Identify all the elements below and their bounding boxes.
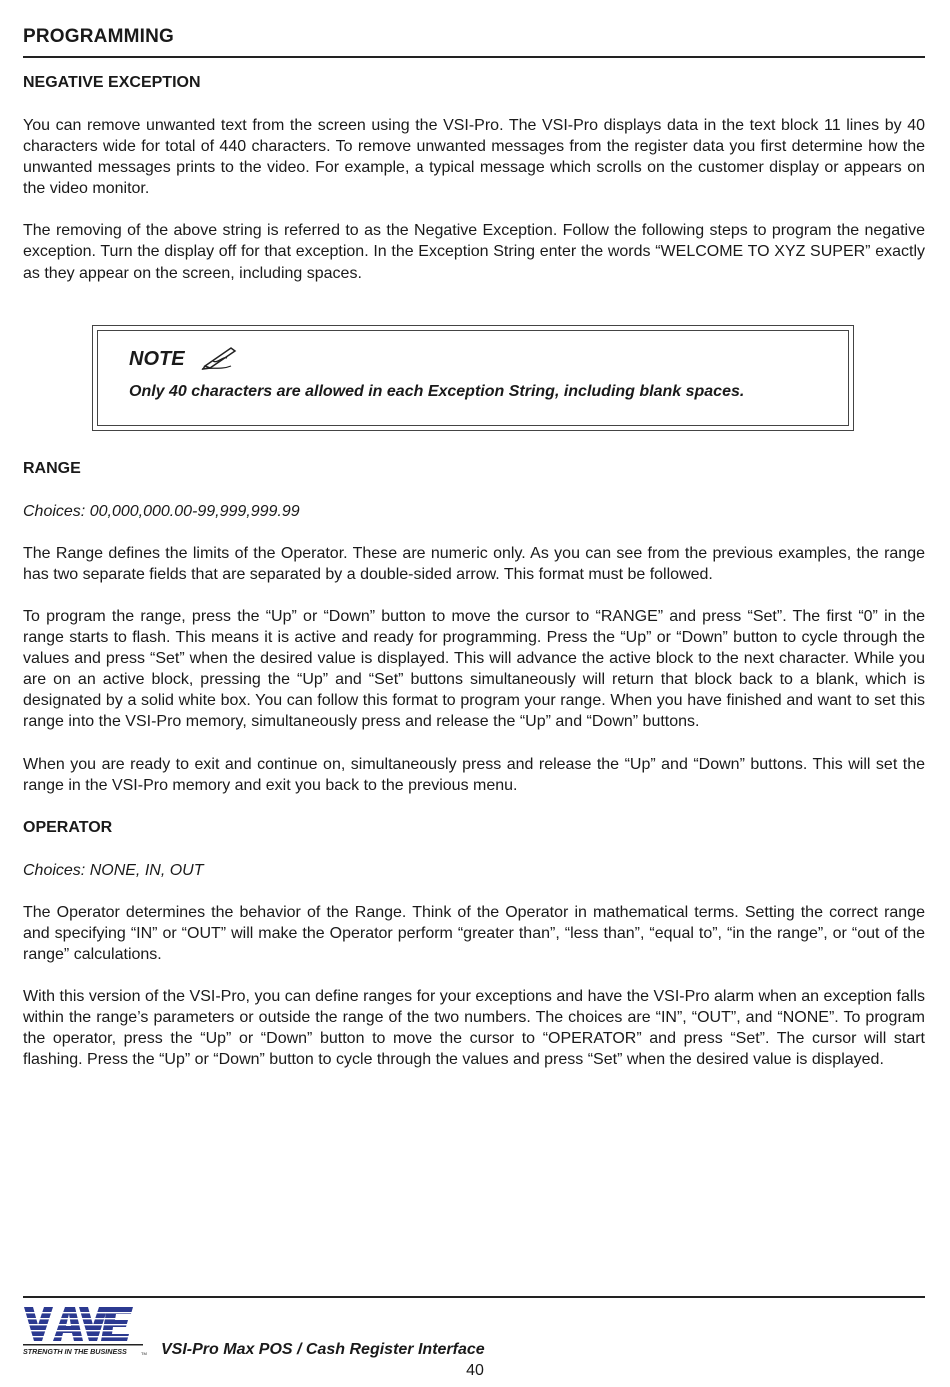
operator-choices: Choices: NONE, IN, OUT: [23, 861, 204, 879]
page-header-title: PROGRAMMING: [23, 26, 175, 47]
negative-exception-heading: NEGATIVE EXCEPTION: [23, 74, 201, 91]
header-divider: [23, 56, 925, 58]
operator-paragraph-2: With this version of the VSI-Pro, you can define ranges for your exceptions and have the VSI-Pro alarm when an exception falls within the range’s parameters or outside the range of the two numbers. The choices are “IN”, “OUT”, and “NONE”. To program the operator, press the “Up” or “Down” button to move the cursor to “OPERATOR” and press “Set”. The cursor will start flashing. Press the “Up” or “Down” button to cycle through the values and press “Set” when the desired value is displayed.: [23, 988, 925, 1069]
note-title: NOTE: [129, 347, 185, 370]
pen-icon: [201, 344, 241, 370]
ave-logo: [23, 1305, 149, 1357]
negative-exception-paragraph-2: The removing of the above string is referred to as the Negative Exception. Follow the following steps to program the negative exception. Turn the display off for that exception. In the Exception String enter the words “WELCOME TO XYZ SUPER” exactly as they appear on the screen, including spaces.: [23, 222, 925, 282]
operator-paragraph-1: The Operator determines the behavior of the Range. Think of the Operator in mathematical terms. Setting the correct range and specifying “IN” or “OUT” will make the Operator perform “greater than”, “less than”, “equal to”, “in the range”, or “out of the range” calculations.: [23, 903, 925, 963]
range-paragraph-3: When you are ready to exit and continue on, simultaneously press and release the “Up” and “Down” buttons. This will set the range in the VSI-Pro memory and exit you back to the previous menu.: [23, 755, 925, 794]
range-paragraph-2: To program the range, press the “Up” or “Down” button to move the cursor to “RANGE” and press “Set”. The first “0” in the range starts to flash. This means it is active and ready for programming. Press the “Up” or “Down” button to cycle through the values and press “Set” when the desired value is displayed. This will advance the active block to the next character. While you are on an active block, pressing the “Up” and “Set” buttons simultaneously will return that block back to a blank, which is designated by a solid white box. You can follow this format to program your range. When you have finished and want to set this range into the VSI-Pro memory, simultaneously press and release the “Up” and “Down” buttons.: [23, 607, 925, 731]
footer-title: VSI-Pro Max POS / Cash Register Interface: [161, 1341, 485, 1358]
note-box: [92, 325, 854, 431]
operator-heading: OPERATOR: [23, 818, 113, 836]
logo-trademark: TM: [141, 1351, 147, 1356]
range-heading: RANGE: [23, 459, 81, 477]
page-content: [23, 72, 925, 1070]
note-box-inner: [97, 330, 849, 426]
page-number: 40: [466, 1362, 484, 1379]
footer-divider: [23, 1296, 925, 1298]
range-paragraph-1: The Range defines the limits of the Operator. These are numeric only. As you can see from the previous examples, the range has two separate fields that are separated by a double-sided arrow. This format must be followed.: [23, 544, 925, 583]
range-choices: Choices: 00,000,000.00-99,999,999.99: [23, 502, 300, 520]
negative-exception-paragraph-1: You can remove unwanted text from the screen using the VSI-Pro. The VSI-Pro displays data in the text block 11 lines by 40 characters wide for total of 440 characters. To remove unwanted messages from the register data you first determine how the unwanted messages prints to the video. For example, a typical message which scrolls on the customer display or appears on the video monitor.: [23, 117, 925, 198]
logo-tagline: STRENGTH IN THE BUSINESS: [23, 1347, 127, 1356]
note-text: Only 40 characters are allowed in each Exception String, including blank spaces.: [129, 382, 745, 400]
